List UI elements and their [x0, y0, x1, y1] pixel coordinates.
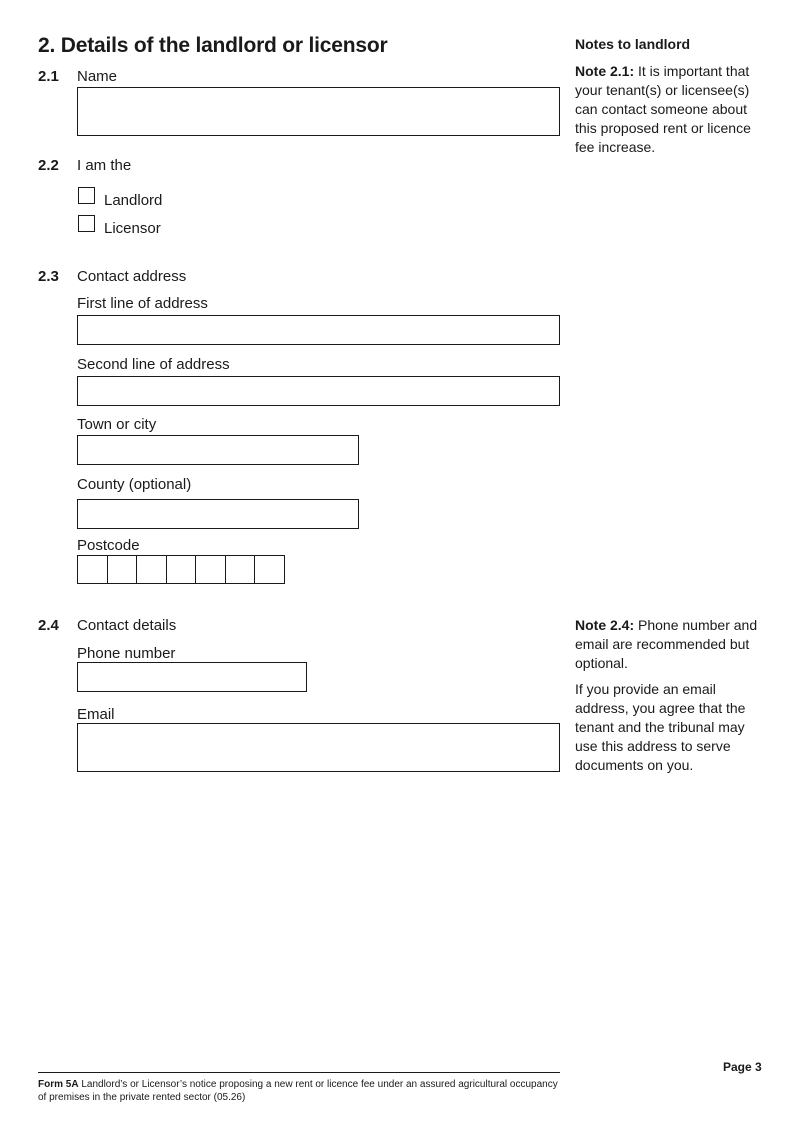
role-label: I am the: [77, 157, 132, 174]
address-line2-label: Second line of address: [77, 356, 230, 373]
postcode-label: Postcode: [77, 537, 140, 554]
county-label: County (optional): [77, 476, 192, 493]
postcode-boxes[interactable]: [77, 555, 285, 584]
question-number-2-4: 2.4: [38, 617, 59, 634]
postcode-box[interactable]: [254, 555, 285, 584]
postcode-box[interactable]: [107, 555, 138, 584]
question-number-2-3: 2.3: [38, 268, 59, 285]
postcode-box[interactable]: [166, 555, 197, 584]
landlord-checkbox[interactable]: [78, 187, 95, 204]
name-input[interactable]: [77, 87, 560, 136]
email-input[interactable]: [77, 723, 560, 772]
note-2-1: [575, 62, 767, 157]
question-number-2-1: 2.1: [38, 68, 59, 85]
address-line1-label: First line of address: [77, 295, 208, 312]
question-number-2-2: 2.2: [38, 157, 59, 174]
town-input[interactable]: [77, 435, 359, 465]
note-2-4-email: If you provide an email address, you agree that the tenant and the tribunal may use this address to serve documents on you.: [575, 681, 746, 773]
postcode-box[interactable]: [195, 555, 226, 584]
postcode-box[interactable]: [77, 555, 108, 584]
postcode-box[interactable]: [136, 555, 167, 584]
notes-heading: Notes to landlord: [575, 36, 691, 52]
licensor-option-label: Licensor: [104, 220, 161, 237]
footer-divider: [38, 1072, 560, 1073]
section-title: 2. Details of the landlord or licensor: [38, 34, 388, 57]
contact-details-label: Contact details: [77, 617, 177, 634]
note-2-4-text: Phone number and email are recommended but optional.: [575, 617, 758, 671]
phone-input[interactable]: [77, 662, 307, 692]
county-input[interactable]: [77, 499, 359, 529]
contact-address-label: Contact address: [77, 268, 187, 285]
email-label: Email: [77, 706, 115, 723]
address-line1-input[interactable]: [77, 315, 560, 345]
note-2-1-title: Note 2.1:: [575, 63, 635, 79]
phone-label: Phone number: [77, 645, 176, 662]
landlord-option-label: Landlord: [104, 192, 163, 209]
footer-text: Landlord’s or Licensor’s notice proposing a new rent or licence fee under an assured agricultural occupancy of premises in the private rented sector (05.26): [38, 1079, 558, 1103]
postcode-box[interactable]: [225, 555, 256, 584]
name-label: Name: [77, 68, 118, 85]
page-number: Page 3: [723, 1060, 762, 1074]
note-2-4-title: Note 2.4:: [575, 617, 635, 633]
footer-form-number: Form 5A: [38, 1079, 79, 1090]
address-line2-input[interactable]: [77, 376, 560, 406]
note-2-4: [575, 616, 767, 673]
footer: [38, 1078, 558, 1104]
licensor-checkbox[interactable]: [78, 215, 95, 232]
note-2-1-text: It is important that your tenant(s) or licensee(s) can contact someone about this proposed rent or licence fee increase.: [575, 63, 751, 155]
town-label: Town or city: [77, 416, 157, 433]
